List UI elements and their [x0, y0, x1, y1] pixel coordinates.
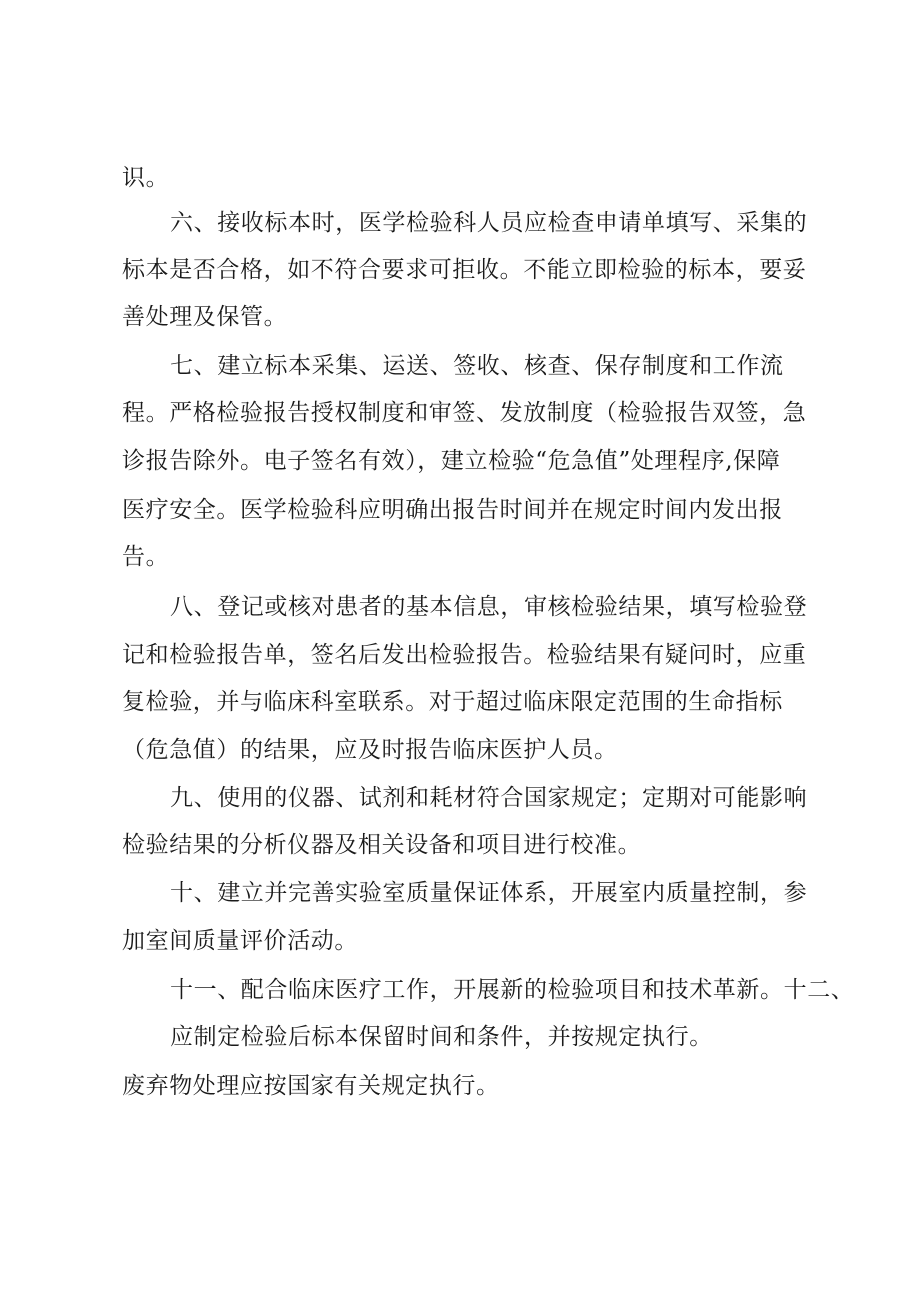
text-line: 六、接收标本时，医学检验科人员应检查申请单填写、采集的	[170, 210, 808, 236]
text-line: 废弃物处理应按国家有关规定执行。	[122, 1073, 500, 1099]
text-line: 十一、配合临床医疗工作，开展新的检验项目和技术革新。十二、	[170, 977, 855, 1003]
text-line: （危急值）的结果，应及时报告临床医护人员。	[122, 737, 618, 763]
text-line: 诊报告除外。电子签名有效），建立检验“危急值”处理程序,保障	[122, 448, 781, 474]
text-line: 识。	[122, 165, 170, 191]
text-line: 告。	[122, 544, 170, 570]
text-line: 九、使用的仪器、试剂和耗材符合国家规定；定期对可能影响	[170, 785, 808, 811]
text-line: 七、建立标本采集、运送、签收、核查、保存制度和工作流	[170, 353, 784, 379]
text-line: 复检验，并与临床科室联系。对于超过临床限定范围的生命指标	[122, 689, 783, 715]
text-line: 十、建立并完善实验室质量保证体系，开展室内质量控制，参	[170, 880, 808, 906]
text-line: 检验结果的分析仪器及相关设备和项目进行校准。	[122, 832, 642, 858]
text-line: 善处理及保管。	[122, 304, 288, 330]
text-line: 医疗安全。医学检验科应明确出报告时间并在规定时间内发出报	[122, 497, 783, 523]
text-line: 记和检验报告单，签名后发出检验报告。检验结果有疑问时，应重	[122, 642, 807, 668]
text-line: 八、登记或核对患者的基本信息，审核检验结果，填写检验登	[170, 594, 808, 620]
text-line: 标本是否合格，如不符合要求可拒收。不能立即检验的标本，要妥	[122, 257, 807, 283]
text-line: 应制定检验后标本保留时间和条件，并按规定执行。	[170, 1024, 713, 1050]
text-line: 加室间质量评价活动。	[122, 928, 358, 954]
text-line: 程。严格检验报告授权制度和审签、发放制度（检验报告双签，急	[122, 400, 807, 426]
